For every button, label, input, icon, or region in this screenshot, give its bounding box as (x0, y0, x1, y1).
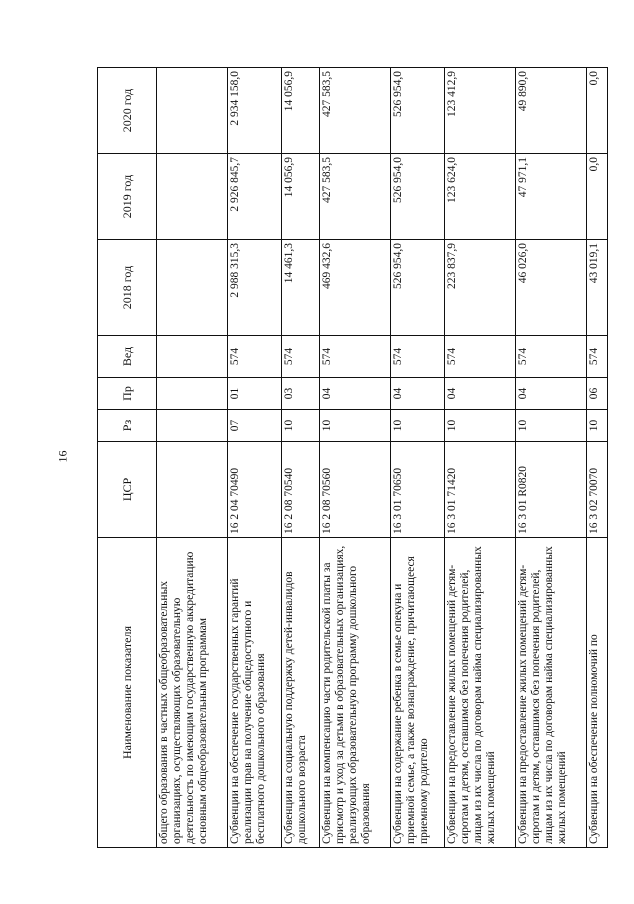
header-name: Наименование показателя (98, 538, 157, 848)
cell-csr: 16 2 08 70540 (282, 442, 319, 538)
cell-csr: 16 2 08 70560 (319, 442, 390, 538)
cell-pr (157, 378, 228, 410)
table-row (319, 68, 390, 848)
cell-2020 (157, 68, 228, 154)
cell-2019: 123 624,0 (445, 154, 516, 240)
cell-2019 (157, 154, 228, 240)
cell-2018: 223 837,9 (445, 240, 516, 336)
cell-2020: 2 934 158,0 (228, 68, 282, 154)
header-csr: ЦСР (98, 442, 157, 538)
cell-2020: 427 583,5 (319, 68, 390, 154)
cell-pr: 04 (319, 378, 390, 410)
cell-ved: 574 (587, 336, 608, 378)
cell-2020: 123 412,9 (445, 68, 516, 154)
cell-2018: 526 954,0 (390, 240, 444, 336)
cell-csr: 16 2 04 70490 (228, 442, 282, 538)
cell-rz: 10 (587, 410, 608, 442)
cell-name: Субвенции на обеспечение государственных гарантий реализации прав на получение общедоступного и бесплатного дошкольного образования (228, 538, 282, 848)
table-row (228, 68, 282, 848)
cell-2018 (157, 240, 228, 336)
cell-2020: 526 954,0 (390, 68, 444, 154)
table-row (390, 68, 444, 848)
header-2018: 2018 год (98, 240, 157, 336)
cell-2018: 469 432,6 (319, 240, 390, 336)
cell-csr: 16 3 02 70070 (587, 442, 608, 538)
cell-name: Субвенции на предоставление жилых помещений детям-сиротам и детям, оставшимся без попечения родителей, лицам из их числа по договорам найма специализированных жилых помещений (516, 538, 587, 848)
cell-rz: 10 (445, 410, 516, 442)
table-row (445, 68, 516, 848)
cell-ved: 574 (282, 336, 319, 378)
cell-ved: 574 (228, 336, 282, 378)
cell-rz: 10 (390, 410, 444, 442)
cell-pr: 04 (445, 378, 516, 410)
cell-name: Субвенции на компенсацию части родительской платы за присмотр и уход за детьми в образовательных организациях, реализующих образовательную программу дошкольного образования (319, 538, 390, 848)
page-number: 16 (55, 450, 70, 463)
cell-2020: 49 890,0 (516, 68, 587, 154)
header-2019: 2019 год (98, 154, 157, 240)
cell-2020: 14 056,9 (282, 68, 319, 154)
cell-csr (157, 442, 228, 538)
table-row (282, 68, 319, 848)
table-header-row (98, 68, 157, 848)
cell-2018: 43 019,1 (587, 240, 608, 336)
cell-csr: 16 3 01 70650 (390, 442, 444, 538)
cell-2019: 14 056,9 (282, 154, 319, 240)
cell-name: Субвенции на содержание ребенка в семье опекуна и приемной семье, а также вознаграждение, причитающееся приемному родителю (390, 538, 444, 848)
cell-csr: 16 3 01 71420 (445, 442, 516, 538)
cell-2019: 526 954,0 (390, 154, 444, 240)
cell-name: Субвенции на социальную поддержку детей-инвалидов дошкольного возраста (282, 538, 319, 848)
cell-pr: 06 (587, 378, 608, 410)
cell-2018: 14 461,3 (282, 240, 319, 336)
cell-ved (157, 336, 228, 378)
cell-name: Субвенции на обеспечение полномочий по (587, 538, 608, 848)
cell-2020: 0,0 (587, 68, 608, 154)
cell-csr: 16 3 01 R0820 (516, 442, 587, 538)
table-row (516, 68, 587, 848)
cell-rz: 10 (516, 410, 587, 442)
cell-rz: 10 (282, 410, 319, 442)
cell-pr: 03 (282, 378, 319, 410)
cell-ved: 574 (390, 336, 444, 378)
cell-ved: 574 (445, 336, 516, 378)
cell-rz: 10 (319, 410, 390, 442)
rotated-table-container (97, 68, 608, 848)
table-row (587, 68, 608, 848)
cell-pr: 01 (228, 378, 282, 410)
table-row (157, 68, 228, 848)
header-ved: Вед (98, 336, 157, 378)
cell-name: общего образования в частных общеобразовательных организациях, осуществляющих образовательную деятельность по имеющим государственную аккредитацию основным общеобразовательным программам (157, 538, 228, 848)
cell-2018: 2 988 315,3 (228, 240, 282, 336)
cell-name: Субвенции на предоставление жилых помещений детям-сиротам и детям, оставшимся без попечения родителей, лицам из их числа по договорам найма специализированных жилых помещений (445, 538, 516, 848)
cell-2019: 2 926 845,7 (228, 154, 282, 240)
cell-rz: 07 (228, 410, 282, 442)
header-rz: Рз (98, 410, 157, 442)
cell-2019: 427 583,5 (319, 154, 390, 240)
header-pr: Пр (98, 378, 157, 410)
budget-table (97, 67, 608, 848)
header-2020: 2020 год (98, 68, 157, 154)
cell-pr: 04 (390, 378, 444, 410)
cell-2019: 0,0 (587, 154, 608, 240)
cell-pr: 04 (516, 378, 587, 410)
cell-ved: 574 (319, 336, 390, 378)
cell-2019: 47 971,1 (516, 154, 587, 240)
cell-rz (157, 410, 228, 442)
cell-ved: 574 (516, 336, 587, 378)
cell-2018: 46 026,0 (516, 240, 587, 336)
